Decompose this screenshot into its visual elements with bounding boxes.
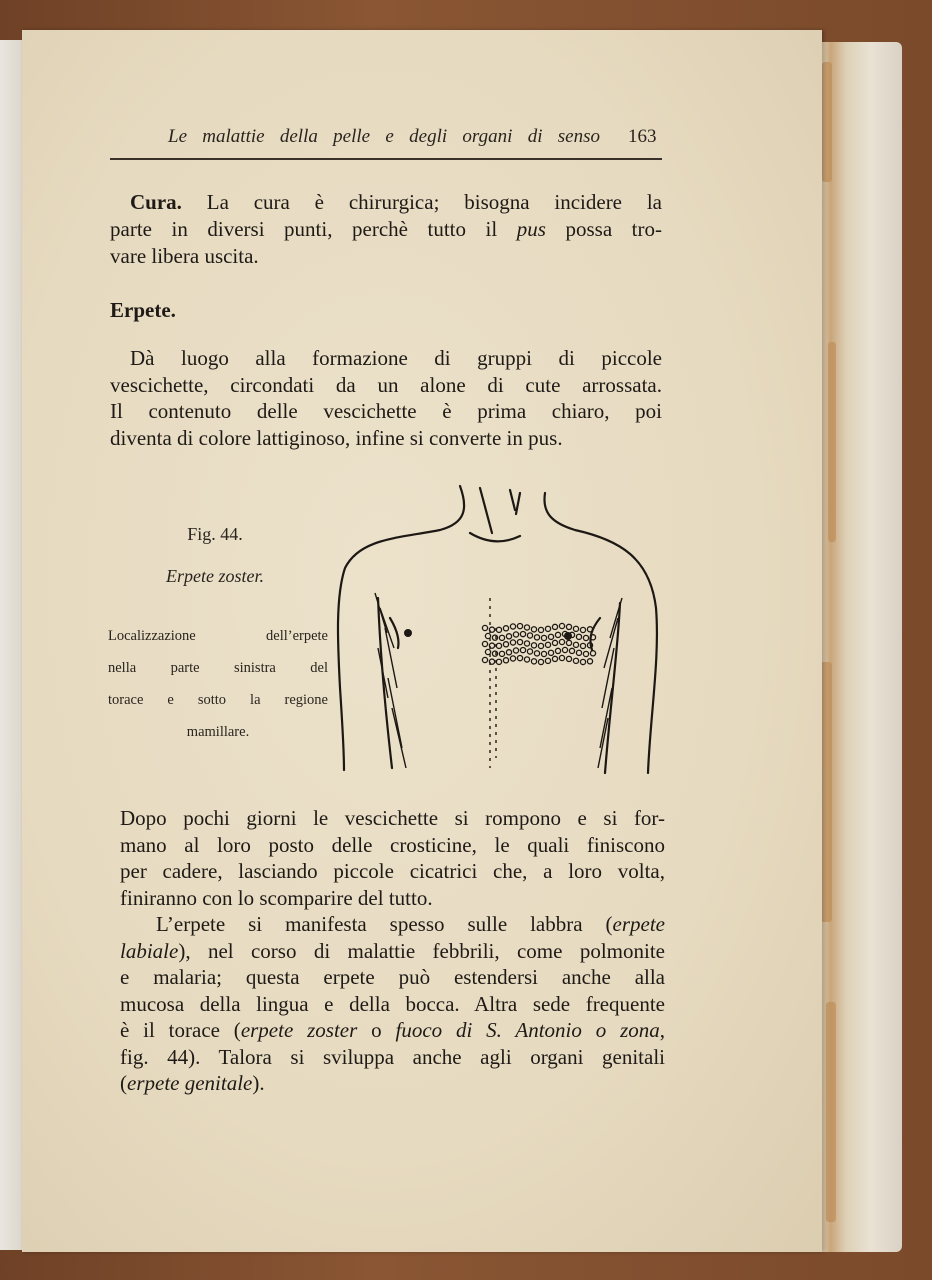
- caption-line: mamillare.: [186, 724, 250, 740]
- text-span: La cura è chirurgica; bisogna incidere la: [181, 190, 662, 214]
- vesicle-dot: [552, 624, 557, 629]
- text-span: possa tro-: [545, 217, 662, 241]
- vesicle-dot: [573, 626, 578, 631]
- text-line: [130, 346, 662, 371]
- vesicle-dot: [496, 643, 501, 648]
- vesicle-dot: [587, 659, 592, 664]
- text-line: [120, 992, 665, 1017]
- vesicle-dot: [531, 643, 536, 648]
- vesicle-dot: [534, 635, 539, 640]
- text-span: mucosa della lingua e della bocca. Altra sede frequente: [120, 991, 665, 1016]
- vesicle-dot: [524, 625, 529, 630]
- text-line: [110, 373, 662, 398]
- text-span: Dopo pochi giorni le vescichette si rompono e si for-: [120, 806, 665, 830]
- vesicle-dot: [517, 623, 522, 628]
- text-span: parte in diversi punti, perchè tutto il: [110, 217, 517, 241]
- vesicle-dot: [531, 659, 536, 664]
- figure-title: Erpete zoster.: [166, 566, 264, 586]
- vesicle-dot: [552, 640, 557, 645]
- vesicle-dot: [583, 635, 588, 640]
- text-line: [110, 399, 662, 424]
- vesicle-dot: [506, 650, 511, 655]
- text-line: [120, 1018, 665, 1043]
- vesicle-dot: [573, 658, 578, 663]
- text-line: [120, 806, 665, 831]
- caption-line: torace e sotto la regione: [108, 692, 328, 708]
- italic-text: erpete genitale: [127, 1071, 253, 1095]
- text-span: Dà luogo alla formazione di gruppi di piccole: [130, 346, 662, 370]
- header-rule: [110, 158, 662, 160]
- italic-text: labiale: [120, 938, 179, 963]
- italic-text: erpete zoster: [240, 1018, 358, 1042]
- vesicle-dot: [559, 623, 564, 628]
- vesicle-dot: [531, 627, 536, 632]
- vesicle-dot: [555, 632, 560, 637]
- vesicle-dot: [524, 657, 529, 662]
- text-line: [120, 1071, 665, 1096]
- vesicle-dot: [559, 639, 564, 644]
- vesicle-dot: [569, 648, 574, 653]
- torso-illustration: [330, 478, 665, 783]
- vesicle-dot: [503, 642, 508, 647]
- vesicle-dot: [510, 656, 515, 661]
- text-span: fig. 44). Talora si sviluppa anche agli organi genitali: [120, 1044, 665, 1069]
- text-line: [130, 190, 662, 215]
- text-span: (: [120, 1071, 127, 1095]
- vesicle-dot: [573, 642, 578, 647]
- vesicle-dot: [527, 649, 532, 654]
- vesicle-dot: [520, 647, 525, 652]
- vesicle-dot: [496, 627, 501, 632]
- page-number: 163: [628, 126, 657, 147]
- vesicle-dot: [492, 651, 497, 656]
- caption-line: Localizzazione dell’erpete: [108, 628, 328, 644]
- vesicle-dot: [538, 659, 543, 664]
- vesicle-dot: [482, 625, 487, 630]
- text-span: vescichette, circondati da un alone di cute arrossata.: [110, 372, 662, 397]
- vesicle-dot: [580, 659, 585, 664]
- text-span: ).: [252, 1071, 265, 1095]
- vesicle-dot: [499, 651, 504, 656]
- vesicle-dot: [499, 635, 504, 640]
- vesicle-dot: [510, 640, 515, 645]
- caption-line: nella parte sinistra del: [108, 660, 328, 676]
- vesicle-dot: [492, 635, 497, 640]
- vesicle-dot: [562, 647, 567, 652]
- text-line: [120, 1045, 665, 1070]
- text-line: [120, 939, 665, 964]
- italic-text: erpete: [612, 912, 665, 936]
- text-line: [110, 426, 662, 451]
- vesicle-dot: [482, 641, 487, 646]
- text-span: ,: [659, 1018, 665, 1042]
- vesicle-dot: [482, 657, 487, 662]
- italic-text: fuoco di S. Antonio o zona: [395, 1018, 660, 1042]
- vesicle-dot: [566, 624, 571, 629]
- vesicle-dot: [548, 634, 553, 639]
- vesicle-dot: [496, 659, 501, 664]
- vesicle-dot: [545, 626, 550, 631]
- vesicle-dot: [566, 656, 571, 661]
- text-span: L’erpete si manifesta spesso sulle labbra (: [156, 912, 613, 936]
- vesicle-dot: [506, 634, 511, 639]
- section-heading-erpete: Erpete.: [110, 298, 176, 322]
- vesicle-dot: [510, 624, 515, 629]
- text-line: [120, 859, 665, 884]
- vesicle-dot: [517, 639, 522, 644]
- vesicle-dot: [541, 635, 546, 640]
- vesicle-dot: [552, 656, 557, 661]
- running-header: Le malattie della pelle e degli organi di senso: [168, 126, 600, 147]
- vesicle-dot: [541, 651, 546, 656]
- vesicle-dot: [485, 649, 490, 654]
- vesicle-dot: [517, 655, 522, 660]
- text-span: finiranno con lo scomparire del tutto.: [120, 885, 433, 910]
- vesicle-dot: [576, 650, 581, 655]
- vesicle-dot: [489, 643, 494, 648]
- vesicle-dot: [566, 640, 571, 645]
- vesicle-dot: [555, 648, 560, 653]
- text-line: [156, 912, 665, 937]
- vesicle-dot: [513, 632, 518, 637]
- vesicle-dot: [489, 627, 494, 632]
- text-line: [120, 886, 665, 911]
- vesicle-dot: [485, 633, 490, 638]
- vesicle-dot: [545, 642, 550, 647]
- text-span: vare libera uscita.: [110, 244, 259, 268]
- text-span: è il torace (: [120, 1018, 241, 1042]
- vesicle-dot: [534, 651, 539, 656]
- italic-text: pus: [516, 217, 546, 241]
- vesicle-dot: [538, 627, 543, 632]
- text-line: [120, 965, 665, 990]
- text-line: [120, 833, 665, 858]
- vesicle-dot: [548, 650, 553, 655]
- vesicle-dot: [538, 643, 543, 648]
- text-span: mano al loro posto delle crosticine, le quali finiscono: [120, 832, 665, 857]
- vesicle-dot: [520, 631, 525, 636]
- text-span: diventa di colore lattiginoso, infine si converte in pus.: [110, 425, 563, 450]
- vesicle-dot: [513, 648, 518, 653]
- vesicle-dot: [587, 627, 592, 632]
- vesicle-dot: [545, 658, 550, 663]
- text-line: [110, 217, 662, 242]
- text-span: ), nel corso di malattie febbrili, come polmonite: [178, 938, 665, 963]
- vesicle-dot: [503, 658, 508, 663]
- vesicle-dot: [576, 634, 581, 639]
- vesicle-dot: [527, 633, 532, 638]
- vesicle-dot: [580, 643, 585, 648]
- vesicle-dot: [590, 651, 595, 656]
- vesicle-dot: [489, 659, 494, 664]
- text-span: o: [357, 1018, 396, 1042]
- figure-number: Fig. 44.: [187, 524, 243, 544]
- text-span: e malaria; questa erpete può estendersi anche alla: [120, 965, 665, 989]
- text-span: per cadere, lasciando piccole cicatrici che, a loro volta,: [120, 859, 665, 883]
- vesicle-dot: [503, 626, 508, 631]
- text-line: [110, 244, 662, 269]
- vesicle-dot: [524, 641, 529, 646]
- vesicle-dot: [580, 627, 585, 632]
- vesicle-dot: [559, 655, 564, 660]
- vesicle-dot: [583, 651, 588, 656]
- bold-text: Cura.: [130, 190, 182, 214]
- text-span: Il contenuto delle vescichette è prima chiaro, poi: [110, 399, 662, 423]
